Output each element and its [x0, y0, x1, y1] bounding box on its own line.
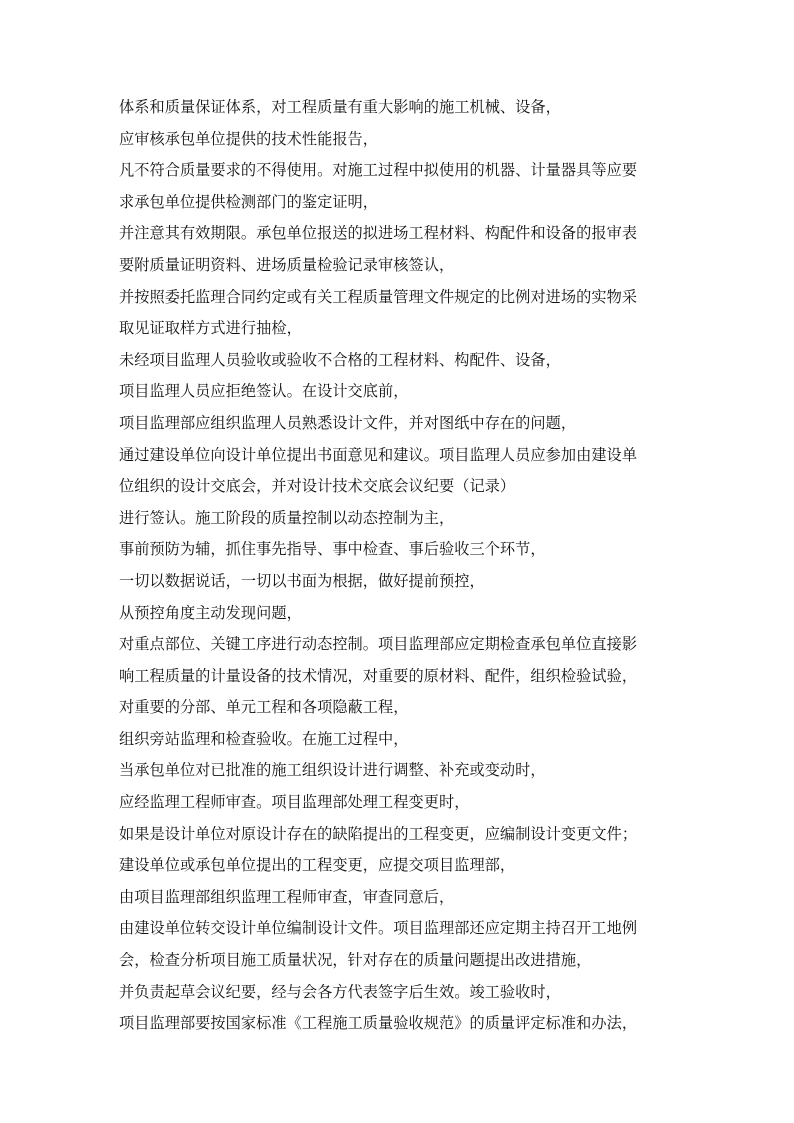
text-line: 通过建设单位向设计单位提出书面意见和建议。项目监理人员应参加由建设单	[119, 445, 638, 464]
text-line: 取见证取样方式进行抽检，	[119, 319, 302, 338]
text-line: 项目监理部要按国家标准《工程施工质量验收规范》的质量评定标准和办法，	[119, 1014, 638, 1033]
text-line: 求承包单位提供检测部门的鉴定证明，	[119, 192, 379, 211]
text-line: 进行签认。施工阶段的质量控制以动态控制为主，	[119, 508, 455, 527]
body-text	[119, 92, 679, 1040]
text-line: 位组织的设计交底会，并对设计技术交底会议纪要（记录）	[119, 477, 516, 496]
text-line: 响工程质量的计量设备的技术情况，对重要的原材料、配件，组织检验试验，	[119, 666, 638, 685]
text-line: 从预控角度主动发现问题，	[119, 603, 302, 622]
text-line: 由项目监理部组织监理工程师审查，审查同意后，	[119, 887, 455, 906]
text-line: 项目监理人员应拒绝签认。在设计交底前，	[119, 382, 409, 401]
text-line: 项目监理部应组织监理人员熟悉设计文件，并对图纸中存在的问题，	[119, 413, 577, 432]
text-line: 组织旁站监理和检查验收。在施工过程中，	[119, 729, 409, 748]
text-line: 未经项目监理人员验收或验收不合格的工程材料、构配件、设备，	[119, 350, 561, 369]
text-line: 体系和质量保证体系，对工程质量有重大影响的施工机械、设备，	[119, 98, 561, 116]
text-line: 会，检查分析项目施工质量状况，针对存在的质量问题提出改进措施，	[119, 951, 592, 970]
text-line: 对重要的分部、单元工程和各项隐蔽工程，	[119, 698, 409, 717]
text-line: 由建设单位转交设计单位编制设计文件。项目监理部还应定期主持召开工地例	[119, 919, 638, 938]
text-line: 建设单位或承包单位提出的工程变更，应提交项目监理部，	[119, 856, 516, 875]
text-line: 事前预防为辅，抓住事先指导、事中检查、事后验收三个环节，	[119, 540, 546, 559]
text-line: 对重点部位、关键工序进行动态控制。项目监理部应定期检查承包单位直接影	[119, 635, 638, 654]
text-line: 当承包单位对已批准的施工组织设计进行调整、补充或变动时，	[119, 761, 546, 780]
text-line: 并注意其有效期限。承包单位报送的拟进场工程材料、构配件和设备的报审表	[119, 224, 638, 243]
text-line: 一切以数据说话，一切以书面为根据，做好提前预控，	[119, 571, 485, 590]
text-line: 应经监理工程师审查。项目监理部处理工程变更时，	[119, 793, 470, 812]
text-line: 并负责起草会议纪要，经与会各方代表签字后生效。竣工验收时，	[119, 982, 561, 1001]
text-line: 应审核承包单位提供的技术性能报告，	[119, 129, 379, 148]
text-line: 并按照委托监理合同约定或有关工程质量管理文件规定的比例对进场的实物采	[119, 287, 638, 306]
text-line: 凡不符合质量要求的不得使用。对施工过程中拟使用的机器、计量器具等应要	[119, 161, 638, 180]
text-line: 要附质量证明资料、进场质量检验记录审核签认，	[119, 255, 455, 274]
text-line: 如果是设计单位对原设计存在的缺陷提出的工程变更，应编制设计变更文件；	[119, 824, 638, 843]
